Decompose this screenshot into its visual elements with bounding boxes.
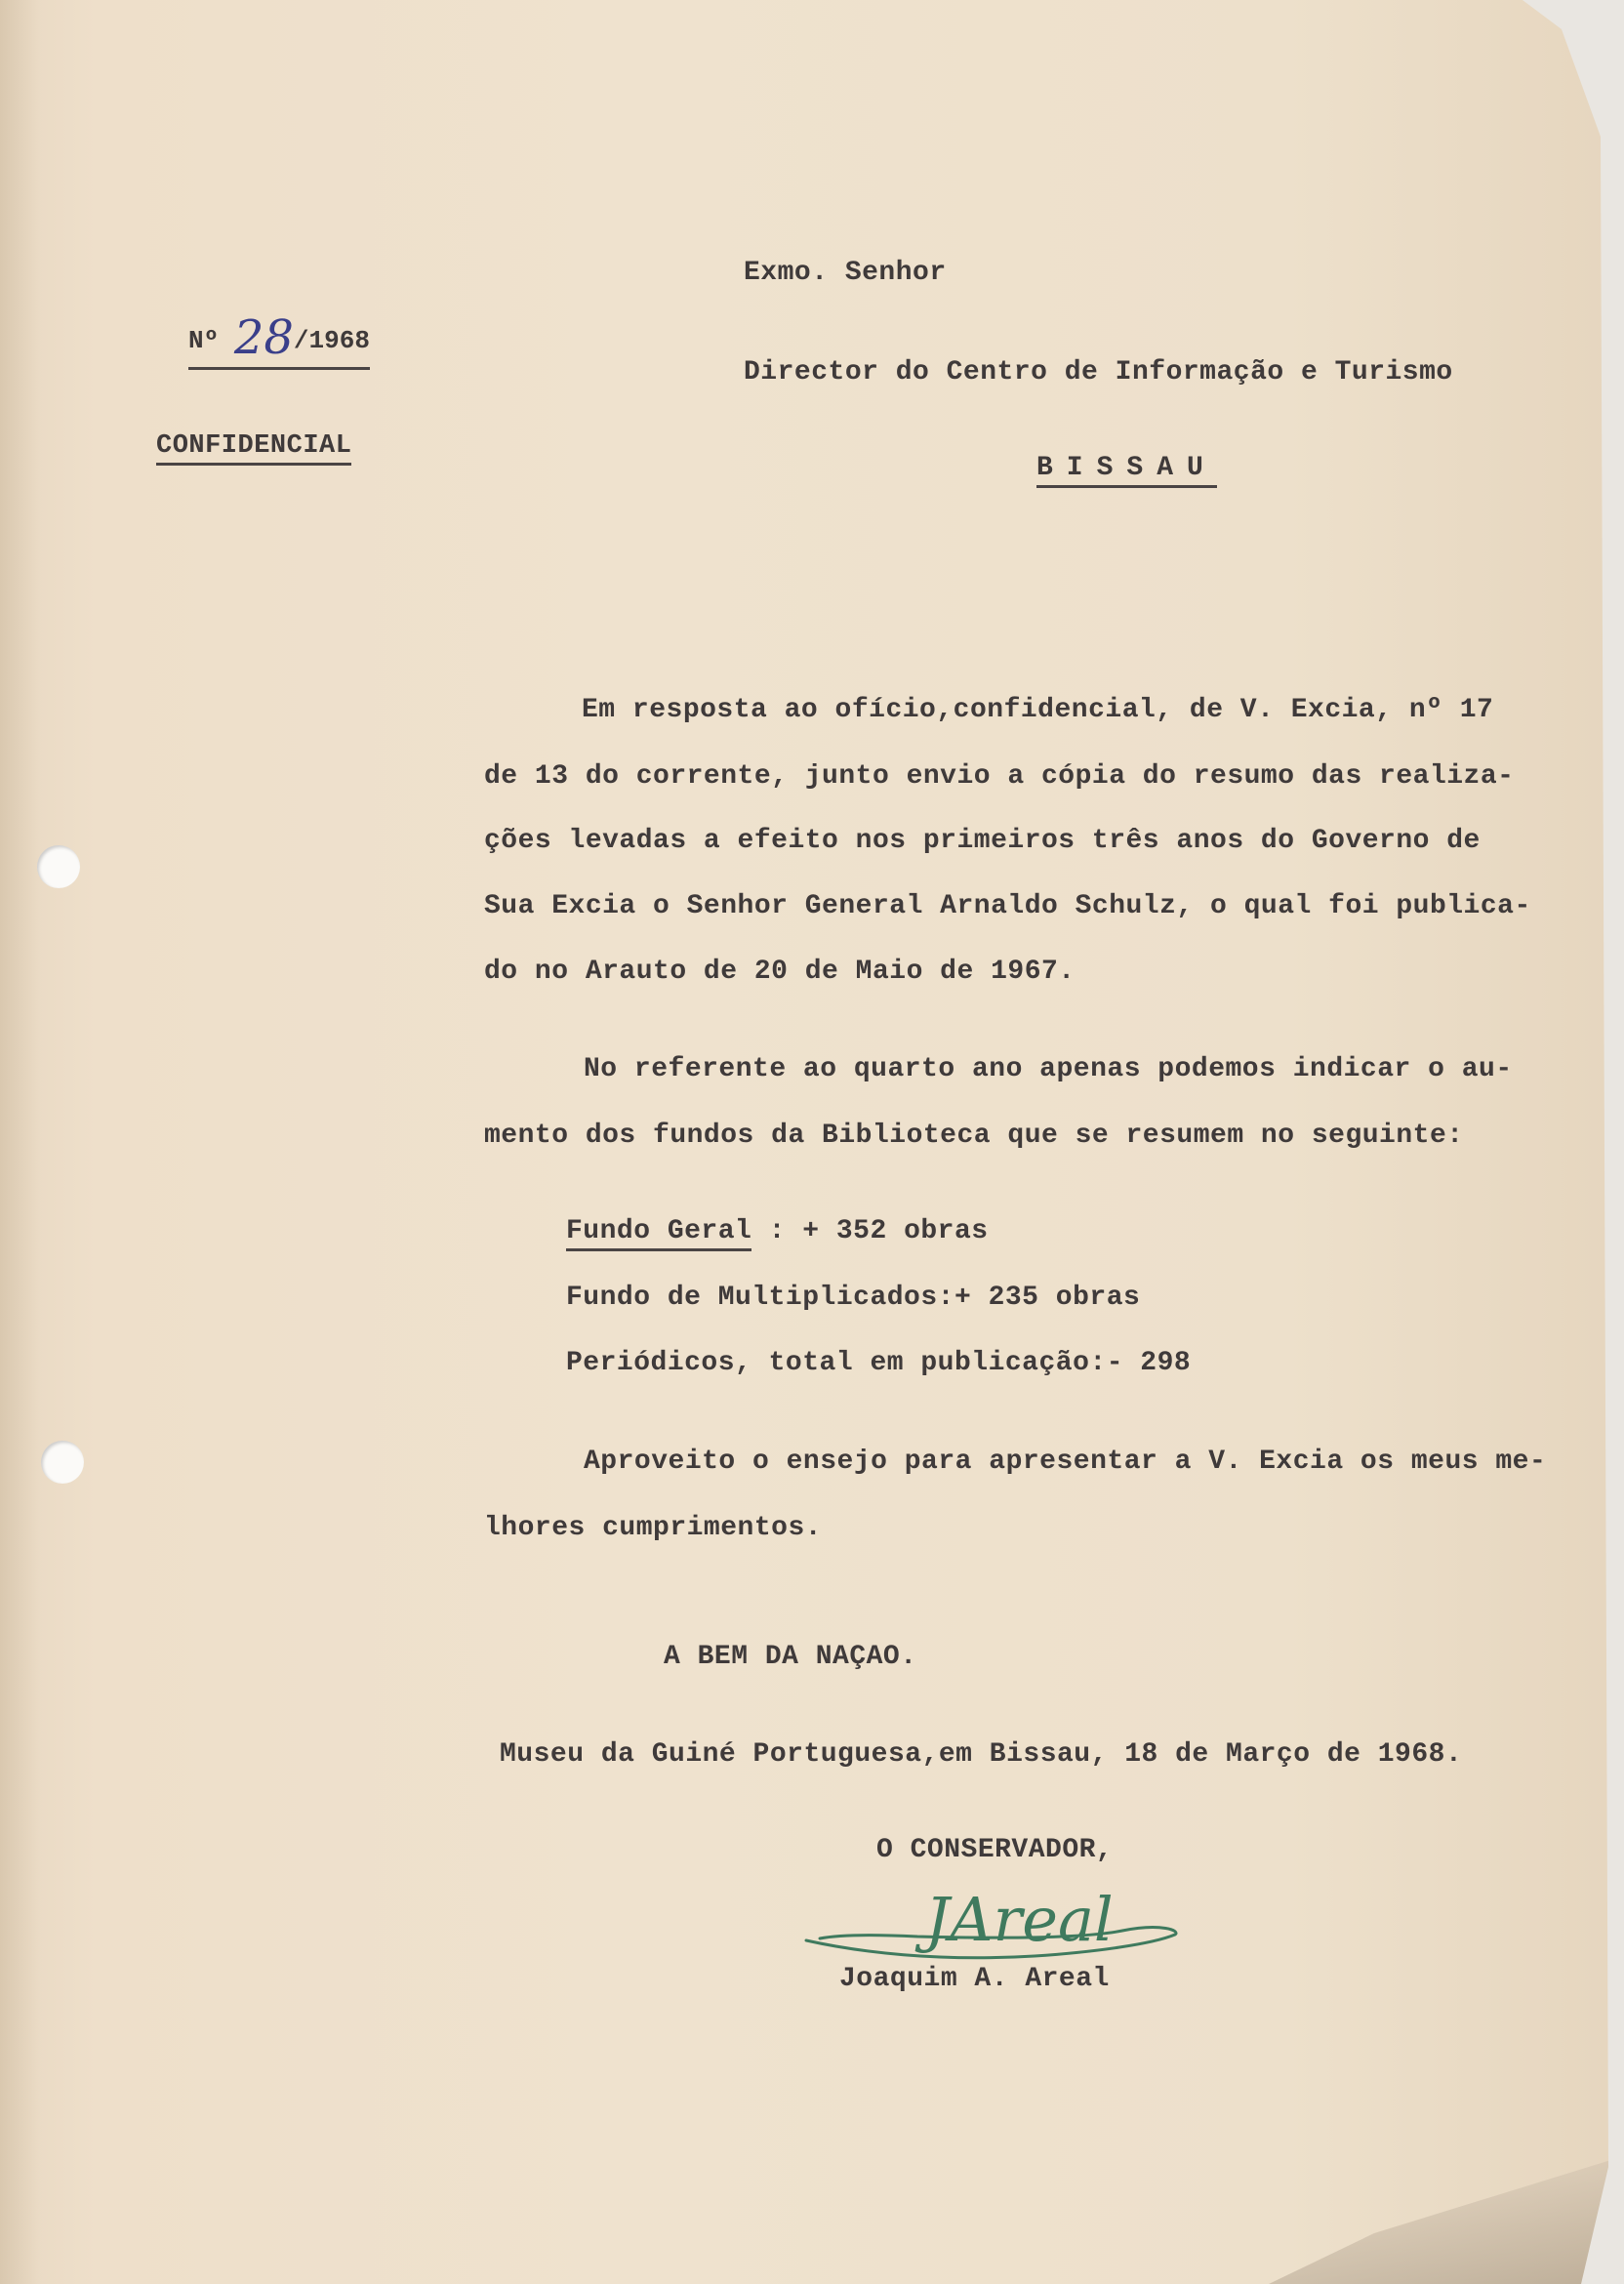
paper-edge-shadow — [0, 0, 39, 2284]
paragraph-line: lhores cumprimentos. — [484, 1513, 823, 1543]
addressee-city: BISSAU — [1036, 453, 1217, 488]
punch-hole-top — [37, 845, 80, 888]
signatory-title: O CONSERVADOR, — [876, 1835, 1114, 1865]
place-and-date: Museu da Guiné Portuguesa,em Bissau, 18 de Março de 1968. — [500, 1739, 1463, 1770]
paper-fold — [1269, 2157, 1620, 2284]
fund-item-general — [566, 1216, 989, 1246]
addressee: Director do Centro de Informação e Turismo — [744, 357, 1453, 387]
fund-item-periodicos: Periódicos, total em publicação:- 298 — [566, 1348, 1192, 1378]
paragraph-line: do no Arauto de 20 de Maio de 1967. — [484, 957, 1076, 987]
signature-script: JAreal — [925, 1884, 1114, 1955]
paragraph-line: Em resposta ao ofício,confidencial, de V. Excia, nº 17 — [582, 695, 1494, 725]
signatory-name: Joaquim A. Areal — [839, 1964, 1110, 1994]
reference-prefix: Nº — [188, 326, 220, 355]
paragraph-line: mento dos fundos da Biblioteca que se resumem no seguinte: — [484, 1121, 1464, 1151]
closing-motto: A BEM DA NAÇAO. — [664, 1642, 917, 1672]
reference-year: /1968 — [293, 326, 370, 355]
salutation: Exmo. Senhor — [744, 258, 947, 288]
paragraph-line: Sua Excia o Senhor General Arnaldo Schulz, o qual foi publica- — [484, 891, 1531, 921]
punch-hole-bottom — [41, 1441, 84, 1484]
classification-label: CONFIDENCIAL — [156, 431, 351, 466]
fund-item-multiplicados: Fundo de Multiplicados:+ 235 obras — [566, 1283, 1141, 1313]
fund-item-general-value: : + 352 obras — [751, 1216, 989, 1246]
paragraph-line: Aproveito o ensejo para apresentar a V. Excia os meus me- — [584, 1447, 1547, 1477]
reference-number — [188, 310, 370, 370]
fund-item-general-label: Fundo Geral — [566, 1216, 751, 1251]
reference-handwritten-number: 28 — [233, 310, 294, 365]
paragraph-line: de 13 do corrente, junto envio a cópia do resumo das realiza- — [484, 761, 1515, 792]
paragraph-line: ções levadas a efeito nos primeiros três anos do Governo de — [484, 826, 1481, 856]
paragraph-line: No referente ao quarto ano apenas podemos indicar o au- — [584, 1054, 1513, 1084]
